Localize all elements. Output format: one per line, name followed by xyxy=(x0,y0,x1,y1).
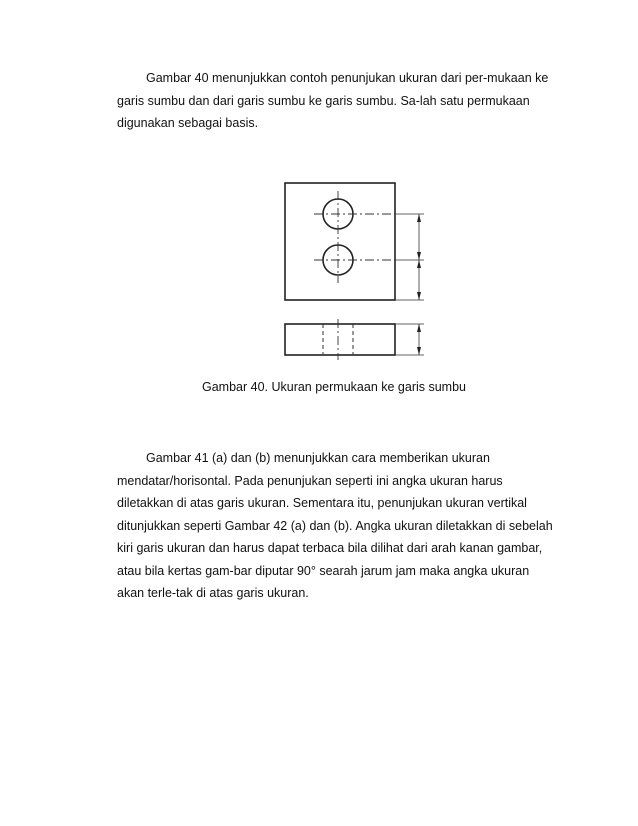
dimension-arrow xyxy=(417,347,421,355)
dimension-arrow xyxy=(417,252,421,260)
technical-drawing xyxy=(280,180,440,360)
paragraph-line: mendatar/horisontal. Pada penunjukan seperti ini angka ukuran harus xyxy=(117,473,503,488)
paragraph-dimensioning xyxy=(117,447,553,605)
paragraph-line: Gambar 41 (a) dan (b) menunjukkan cara memberikan ukuran xyxy=(146,451,490,465)
side-view-outline xyxy=(285,324,395,355)
dimension-arrow xyxy=(417,324,421,332)
paragraph-line: kiri garis ukuran dan harus dapat terbaca bila dilihat dari arah kanan gambar, xyxy=(117,541,543,555)
front-view-outline xyxy=(285,183,395,300)
dimension-arrow xyxy=(417,260,421,268)
technical-drawing-figure xyxy=(280,180,440,360)
dimension-arrow xyxy=(417,214,421,222)
paragraph-intro xyxy=(117,67,549,135)
paragraph-line: atau bila kertas gam-bar diputar 90° searah jarum jam maka angka ukuran xyxy=(117,563,530,578)
paragraph-line: digunakan sebagai basis. xyxy=(117,116,259,130)
paragraph-line: garis sumbu dan dari garis sumbu ke garis sumbu. Sa-lah satu permukaan xyxy=(117,93,530,108)
paragraph-line: diletakkan di atas garis ukuran. Sementara itu, penunjukan ukuran vertikal xyxy=(117,496,527,510)
figure-caption: Gambar 40. Ukuran permukaan ke garis sumbu xyxy=(201,380,466,394)
paragraph-line: akan terle-tak di atas garis ukuran. xyxy=(117,586,309,600)
paragraph-line: ditunjukkan seperti Gambar 42 (a) dan (b). Angka ukuran diletakkan di sebelah xyxy=(117,518,553,533)
dimension-arrow xyxy=(417,292,421,300)
paragraph-line: Gambar 40 menunjukkan contoh penunjukan ukuran dari per-mukaan ke xyxy=(146,71,549,85)
